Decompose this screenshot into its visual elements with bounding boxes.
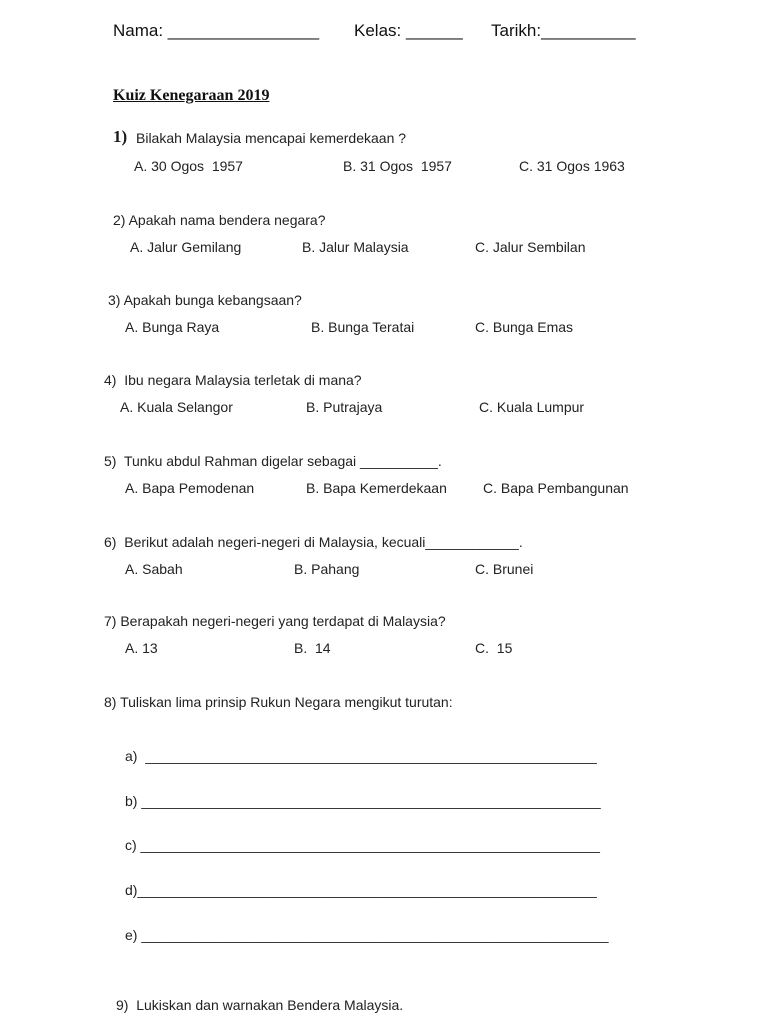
question-1-option-a: A. 30 Ogos 1957 xyxy=(134,158,243,174)
tarikh-field: Tarikh:__________ xyxy=(491,21,636,40)
question-6-option-a: A. Sabah xyxy=(125,561,183,577)
question-3-option-c: C. Bunga Emas xyxy=(475,319,574,335)
quiz-title: Kuiz Kenegaraan 2019 xyxy=(113,87,270,104)
question-6-option-b: B. Pahang xyxy=(294,561,360,577)
question-4-option-b: B. Putrajaya xyxy=(306,399,383,415)
question-3-option-b: B. Bunga Teratai xyxy=(311,319,415,335)
question-6-option-c: C. Brunei xyxy=(475,561,534,577)
answer-line-b: b) ___________________________________________________________ xyxy=(125,793,601,809)
question-7-option-c: C. 15 xyxy=(475,640,513,656)
question-7-text: 7) Berapakah negeri-negeri yang terdapat di Malaysia? xyxy=(104,613,446,629)
answer-line-c: c) ___________________________________________________________ xyxy=(125,837,600,853)
question-1-number: 1) xyxy=(113,127,128,146)
answer-line-d: d)___________________________________________________________ xyxy=(125,882,597,898)
answer-line-a: a) __________________________________________________________ xyxy=(125,748,597,764)
question-1-option-c: C. 31 Ogos 1963 xyxy=(519,158,625,174)
answer-line-e: e) ____________________________________________________________ xyxy=(125,927,609,943)
question-7-option-a: A. 13 xyxy=(125,640,158,656)
question-9-text: 9) Lukiskan dan warnakan Bendera Malaysia. xyxy=(116,997,404,1013)
question-1-option-b: B. 31 Ogos 1957 xyxy=(343,158,452,174)
question-5-option-a: A. Bapa Pemodenan xyxy=(125,480,255,496)
kelas-field: Kelas: ______ xyxy=(354,21,463,40)
question-5-text: 5) Tunku abdul Rahman digelar sebagai __________. xyxy=(104,453,442,469)
question-7-option-b: B. 14 xyxy=(294,640,331,656)
question-2-option-a: A. Jalur Gemilang xyxy=(130,239,242,255)
question-6-text: 6) Berikut adalah negeri-negeri di Malaysia, kecuali____________. xyxy=(104,534,523,550)
question-3-text: 3) Apakah bunga kebangsaan? xyxy=(108,292,302,308)
question-8-text: 8) Tuliskan lima prinsip Rukun Negara mengikut turutan: xyxy=(104,694,453,710)
nama-field: Nama: ________________ xyxy=(113,21,320,40)
question-5-option-b: B. Bapa Kemerdekaan xyxy=(306,480,447,496)
question-4-text: 4) Ibu negara Malaysia terletak di mana? xyxy=(104,372,362,388)
question-4-option-c: C. Kuala Lumpur xyxy=(479,399,585,415)
question-2-option-b: B. Jalur Malaysia xyxy=(302,239,409,255)
question-5-option-c: C. Bapa Pembangunan xyxy=(483,480,629,496)
question-2-text: 2) Apakah nama bendera negara? xyxy=(113,212,326,228)
question-4-option-a: A. Kuala Selangor xyxy=(120,399,233,415)
question-2-option-c: C. Jalur Sembilan xyxy=(475,239,586,255)
question-3-option-a: A. Bunga Raya xyxy=(125,319,220,335)
question-1-text: Bilakah Malaysia mencapai kemerdekaan ? xyxy=(136,130,407,146)
